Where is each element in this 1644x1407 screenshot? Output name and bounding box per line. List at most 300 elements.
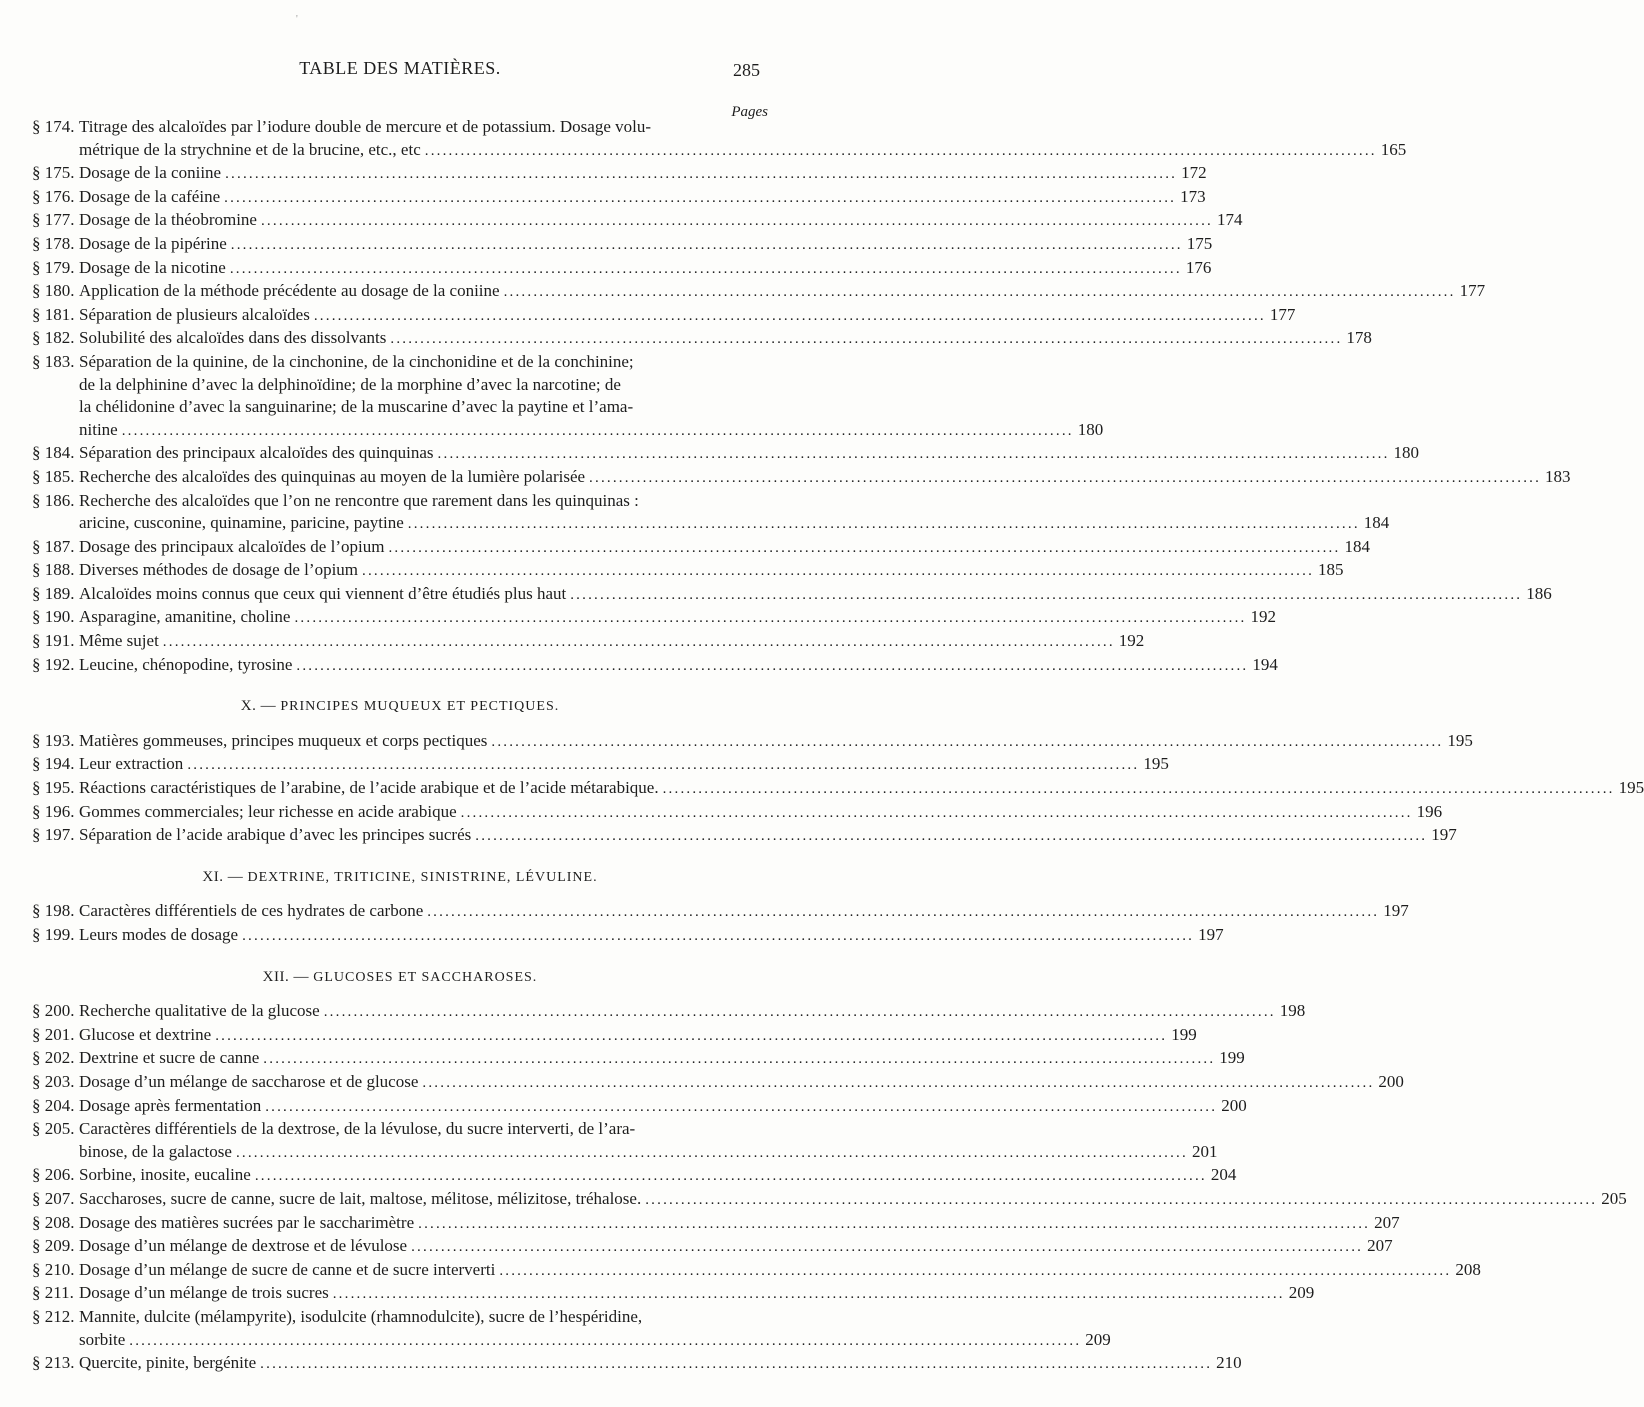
entry-body [79,257,1212,281]
toc-entry [32,1000,1306,1024]
entry-body [79,1259,1481,1283]
page-reference: 201 [1191,1141,1218,1161]
entry-body [79,1212,1400,1236]
section-number: § 197. [32,825,75,845]
dot-leader: ................................................................................................................................................................ [437,446,1390,463]
entry-body [79,162,1207,186]
dot-leader: ................................................................................................................................................................ [263,1051,1216,1068]
entry-body [79,116,1407,162]
dot-leader: ................................................................................................................................................................ [491,733,1444,750]
page-reference: 192 [1250,607,1276,627]
section-number: § 192. [32,654,75,674]
entry-text: Dosage de la pipérine [79,233,227,253]
entry-body [79,442,1420,466]
page-reference: 195 [1618,778,1644,798]
entry-last-line [79,186,1206,210]
section-number: X. [240,698,257,715]
table-of-contents [32,116,1644,1376]
entry-last-line [79,209,1243,233]
entry-text: Réactions caractéristiques de l’arabine, de l’acide arabique et de l’acide métarabique. [79,778,659,798]
entry-text: aricine, cusconine, quinamine, paricine, paytine [79,513,404,533]
entry-body [79,351,1104,442]
toc-entry [32,1164,1237,1188]
section-number: § 179. [32,257,75,277]
dot-leader: ................................................................................................................................................................ [235,1144,1188,1161]
entry-last-line [79,280,1486,304]
page-title: TABLE DES MATIÈRES. [299,58,501,78]
entry-text: Recherche qualitative de la glucose [79,1001,320,1021]
entry-body [79,824,1457,848]
entry-last-line [79,536,1370,560]
entry-text: Séparation de l’acide arabique d’avec les principes sucrés [79,825,472,845]
entry-last-line [79,801,1443,825]
page-reference: 165 [1380,139,1407,159]
dot-leader: ................................................................................................................................................................ [187,757,1140,774]
section-number: § 202. [32,1048,75,1068]
entry-text: Gommes commerciales; leur richesse en acide arabique [79,801,457,821]
section-number: § 182. [32,328,75,348]
entry-text: Même sujet [79,631,159,651]
entry-text: binose, de la galactose [79,1141,232,1161]
toc-entry [32,824,1457,848]
page-number: 285 [733,60,760,80]
page-reference: 178 [1346,328,1372,348]
page-reference: 208 [1455,1259,1481,1279]
entry-body [79,900,1409,924]
entry-last-line [79,654,1278,678]
entry-last-line [79,1024,1197,1048]
entry-last-line [79,777,1644,801]
section-number: § 212. [32,1306,75,1326]
toc-entry [32,730,1473,754]
toc-entry [32,900,1409,924]
toc-entry [32,466,1571,490]
entry-last-line [79,1141,1218,1165]
toc-entry [32,490,1390,536]
section-number: § 178. [32,233,75,253]
page-mark: ' [296,14,298,25]
dot-leader: ................................................................................................................................................................ [296,657,1249,674]
toc-entry [32,777,1644,801]
section-heading: XI. — DEXTRINE, TRITICINE, SINISTRINE, LÉVULINE. [202,868,598,885]
toc-entry [32,1282,1315,1306]
toc-entry [32,1095,1247,1119]
page-reference: 198 [1279,1001,1306,1021]
dot-leader: ................................................................................................................................................................ [230,236,1183,253]
entry-body [79,630,1145,654]
pages-column-label: Pages [731,104,768,120]
toc-entry [32,257,1212,281]
dot-leader: ................................................................................................................................................................ [260,213,1213,230]
entry-last-line [79,824,1457,848]
page-reference: 199 [1219,1048,1245,1068]
entry-text-line: Séparation de la quinine, de la cinchonine, de la cinchonidine et de la conchinine; [79,351,634,371]
entry-body [79,1000,1306,1024]
entry-body [79,801,1443,825]
section-number: § 187. [32,536,75,556]
entry-body [79,924,1224,948]
dot-leader: ................................................................................................................................................................ [323,1004,1276,1021]
entry-text: Alcaloïdes moins connus que ceux qui viennent d’être étudiés plus haut [79,583,567,603]
toc-entry [32,280,1486,304]
dot-leader: ................................................................................................................................................................ [645,1191,1598,1208]
dot-leader: ................................................................................................................................................................ [229,260,1182,277]
toc-entry [32,1212,1400,1236]
section-number: § 207. [32,1188,75,1208]
entry-last-line [79,1352,1242,1376]
section-number: § 194. [32,754,75,774]
dot-leader: ................................................................................................................................................................ [460,804,1413,821]
section-number: § 201. [32,1024,75,1044]
section-number: XII. [262,968,290,985]
section-number: § 209. [32,1236,75,1256]
entry-text-line: de la delphinine d’avec la delphinoïdine; de la morphine d’avec la narcotine; de [79,374,621,394]
entry-last-line [79,162,1207,186]
section-title: PRINCIPES MUQUEUX ET PECTIQUES. [280,699,560,715]
page-reference: 195 [1143,754,1169,774]
page-reference: 180 [1393,443,1420,463]
section-heading: XII. — GLUCOSES ET SACCHAROSES. [262,968,538,985]
entry-last-line [79,1188,1627,1212]
entry-body [79,490,1390,536]
section-number: § 183. [32,351,75,371]
entry-last-line [79,1212,1400,1236]
section-title: GLUCOSES ET SACCHAROSES. [313,969,538,985]
running-header [40,58,760,82]
toc-entry [32,1118,1218,1164]
toc-entry [32,801,1443,825]
entry-text: sorbite [79,1329,126,1349]
dot-leader: ................................................................................................................................................................ [411,1239,1364,1256]
entry-body [79,606,1276,630]
page-reference: 196 [1416,801,1443,821]
entry-body [79,1071,1404,1095]
dot-leader: ................................................................................................................................................................ [260,1356,1213,1373]
toc-entry [32,1071,1404,1095]
page-reference: 210 [1216,1353,1242,1373]
toc-entry [32,583,1552,607]
entry-last-line [79,1235,1393,1259]
entry-text: Application de la méthode précédente au dosage de la coniine [79,281,500,301]
page-reference: 183 [1545,466,1571,486]
toc-entry [32,1024,1197,1048]
entry-body [79,209,1243,233]
section-number: § 204. [32,1095,75,1115]
entry-body [79,1024,1197,1048]
page-reference: 180 [1077,419,1104,439]
section-number: § 175. [32,163,75,183]
entry-text: Saccharoses, sucre de canne, sucre de lait, maltose, mélitose, mélizitose, tréhalose. [79,1188,642,1208]
toc-entry [32,630,1145,654]
toc-entry [32,1235,1393,1259]
entry-body [79,1164,1237,1188]
entry-last-line [79,233,1213,257]
entry-body [79,1235,1393,1259]
page-reference: 209 [1288,1283,1315,1303]
page-reference: 199 [1171,1024,1197,1044]
section-number: § 195. [32,778,75,798]
page-reference: 197 [1198,925,1224,944]
section-number: § 199. [32,925,75,944]
toc-entry [32,351,1104,442]
page-reference: 175 [1186,233,1213,253]
entry-text: nitine [79,419,118,439]
entry-body [79,1282,1315,1306]
entry-last-line [79,730,1473,754]
entry-body [79,654,1278,678]
entry-body [79,559,1344,583]
dot-leader: ................................................................................................................................................................ [589,469,1542,486]
entry-body [79,1352,1242,1376]
section-heading: X. — PRINCIPES MUQUEUX ET PECTIQUES. [240,698,560,715]
entry-text: Leucine, chénopodine, tyrosine [79,654,293,674]
toc-entry [32,186,1206,210]
entry-text: Sorbine, inosite, eucaline [79,1165,251,1185]
section-number: § 193. [32,730,75,750]
dot-leader: ................................................................................................................................................................ [215,1027,1168,1044]
toc-entry [32,162,1207,186]
entry-text: Glucose et dextrine [79,1024,212,1044]
dot-leader: ................................................................................................................................................................ [162,634,1115,651]
dot-leader: ................................................................................................................................................................ [388,539,1341,556]
entry-last-line [79,606,1276,630]
page-reference: 173 [1180,186,1206,206]
page-reference: 204 [1210,1165,1237,1185]
entry-text-line: Recherche des alcaloïdes que l’on ne rencontre que rarement dans les quinquinas : [79,490,639,510]
section-number: § 181. [32,304,75,324]
page-reference: 186 [1526,583,1552,603]
section-number: § 198. [32,901,75,921]
entry-body [79,753,1169,777]
dot-leader: ................................................................................................................................................................ [225,166,1178,183]
toc-entry [32,1352,1242,1376]
page-reference: 172 [1181,163,1207,183]
toc-entry [32,1047,1245,1071]
entry-last-line [79,1259,1481,1283]
entry-last-line [79,466,1571,490]
entry-last-line [79,139,1407,163]
toc-entry [32,209,1243,233]
page-reference: 184 [1344,536,1370,556]
entry-body [79,1306,1111,1352]
toc-entry [32,442,1420,466]
entry-last-line [79,419,1104,443]
page-reference: 197 [1431,825,1457,845]
page-reference: 209 [1085,1329,1111,1349]
page-reference: 207 [1367,1236,1393,1256]
entry-last-line [79,559,1344,583]
dot-leader: ................................................................................................................................................................ [129,1332,1082,1349]
section-number: § 186. [32,490,75,510]
section-number: § 205. [32,1119,75,1139]
dot-leader: ................................................................................................................................................................ [475,828,1428,845]
section-number: § 184. [32,443,75,463]
dot-leader: ................................................................................................................................................................ [503,284,1456,301]
entry-body [79,583,1552,607]
dot-leader: ................................................................................................................................................................ [224,189,1177,206]
entry-body [79,1095,1247,1119]
entry-body [79,536,1370,560]
entry-body [79,466,1571,490]
section-number: § 210. [32,1259,75,1279]
page-reference: 200 [1378,1071,1404,1091]
entry-text: Matières gommeuses, principes muqueux et corps pectiques [79,730,488,750]
entry-body [79,1188,1627,1212]
entry-last-line [79,512,1390,536]
entry-last-line [79,304,1296,328]
toc-entry [32,116,1407,162]
dot-leader: ................................................................................................................................................................ [570,586,1523,603]
entry-last-line [79,924,1224,948]
entry-last-line [79,442,1420,466]
page-reference: 200 [1221,1095,1247,1115]
toc-entry [32,654,1278,678]
toc-entry [32,327,1372,351]
entry-text: Dosage après fermentation [79,1095,262,1115]
entry-text-line: Titrage des alcaloïdes par l’iodure double de mercure et de potassium. Dosage volu- [79,117,652,136]
section-number: § 203. [32,1071,75,1091]
dot-leader: ................................................................................................................................................................ [422,1074,1375,1091]
toc-entry [32,753,1169,777]
dot-leader: ................................................................................................................................................................ [407,516,1360,533]
page-reference: 194 [1252,654,1278,674]
entry-text: Séparation de plusieurs alcaloïdes [79,304,310,324]
section-number: § 191. [32,631,75,651]
entry-text-line: Caractères différentiels de la dextrose, de la lévulose, du sucre interverti, de l’ara- [79,1119,636,1139]
entry-text: Dosage de la coniine [79,163,222,183]
dot-leader: ................................................................................................................................................................ [121,422,1074,439]
entry-body [79,1118,1218,1164]
entry-text: Dosage de la théobromine [79,210,257,230]
section-number: § 180. [32,281,75,301]
dot-leader: ................................................................................................................................................................ [313,307,1266,324]
entry-last-line [79,257,1212,281]
entry-body [79,280,1486,304]
section-number: § 176. [32,186,75,206]
section-number: § 213. [32,1353,75,1373]
entry-text: Dosage d’un mélange de saccharose et de glucose [79,1071,419,1091]
entry-text: Dosage de la caféine [79,186,221,206]
entry-last-line [79,583,1552,607]
page-reference: 177 [1269,304,1296,324]
dot-leader: ................................................................................................................................................................ [427,904,1380,921]
entry-last-line [79,1047,1245,1071]
section-number: § 196. [32,801,75,821]
entry-text-line: la chélidonine d’avec la sanguinarine; de la muscarine d’avec la paytine et l’ama- [79,397,634,417]
entry-last-line [79,1095,1247,1119]
section-number: § 177. [32,210,75,230]
dot-leader: ................................................................................................................................................................ [424,142,1377,159]
section-number: § 208. [32,1212,75,1232]
entry-text: Diverses méthodes de dosage de l’opium [79,560,359,580]
entry-last-line [79,327,1372,351]
dot-leader: ................................................................................................................................................................ [662,781,1615,798]
page-reference: 207 [1374,1212,1400,1232]
toc-entry [32,304,1296,328]
dot-leader: ................................................................................................................................................................ [418,1215,1371,1232]
entry-text: Dosage d’un mélange de dextrose et de lévulose [79,1236,408,1256]
toc-entry [32,559,1344,583]
entry-body [79,730,1473,754]
toc-entry [32,1306,1111,1352]
dot-leader: ................................................................................................................................................................ [254,1168,1207,1185]
entry-text: Solubilité des alcaloïdes dans des dissolvants [79,328,387,348]
section-number: § 200. [32,1001,75,1021]
entry-text: métrique de la strychnine et de la brucine, etc., etc [79,139,421,159]
dot-leader: ................................................................................................................................................................ [332,1286,1285,1303]
page-reference: 174 [1216,210,1243,230]
toc-entry [32,1188,1627,1212]
section-number: § 211. [32,1283,74,1303]
entry-body [79,1047,1245,1071]
section-title: DEXTRINE, TRITICINE, SINISTRINE, LÉVULINE. [247,869,598,885]
page-reference: 205 [1601,1188,1627,1208]
dot-leader: ................................................................................................................................................................ [242,928,1195,944]
entry-body [79,233,1213,257]
entry-text: Séparation des principaux alcaloïdes des quinquinas [79,443,434,463]
entry-text: Recherche des alcaloïdes des quinquinas au moyen de la lumière polarisée [79,466,586,486]
entry-last-line [79,753,1169,777]
section-number: XI. [202,868,224,885]
entry-body [79,327,1372,351]
toc-entry [32,233,1213,257]
dot-leader: ................................................................................................................................................................ [265,1098,1218,1115]
entry-last-line [79,630,1145,654]
section-number: § 206. [32,1165,75,1185]
dot-leader: ................................................................................................................................................................ [499,1262,1452,1279]
entry-body [79,777,1644,801]
entry-last-line [79,1164,1237,1188]
entry-text: Dosage des matières sucrées par le saccharimètre [79,1212,415,1232]
entry-text: Dosage d’un mélange de sucre de canne et de sucre interverti [79,1259,496,1279]
page-reference: 192 [1118,631,1145,651]
toc-entry [32,606,1276,630]
entry-text-line: Mannite, dulcite (mélampyrite), isodulcite (rhamnodulcite), sucre de l’hespéridine, [79,1306,643,1326]
toc-entry [32,924,1224,948]
dot-leader: ................................................................................................................................................................ [390,331,1343,348]
entry-last-line [79,1071,1404,1095]
entry-body [79,304,1296,328]
entry-body [79,186,1206,210]
toc-entry [32,536,1370,560]
entry-text: Dextrine et sucre de canne [79,1048,260,1068]
section-number: § 189. [32,583,75,603]
entry-text: Dosage de la nicotine [79,257,226,277]
entry-text: Quercite, pinite, bergénite [79,1353,257,1373]
page-reference: 184 [1363,513,1390,533]
entry-last-line [79,1282,1315,1306]
entry-text: Dosage des principaux alcaloïdes de l’opium [79,536,385,556]
entry-text: Asparagine, amanitine, choline [79,607,291,627]
section-number: § 185. [32,466,75,486]
section-number: § 188. [32,560,75,580]
entry-text: Leur extraction [79,754,184,774]
section-number: § 190. [32,607,75,627]
entry-last-line [79,1000,1306,1024]
page-reference: 197 [1383,901,1409,921]
section-number: § 174. [32,117,75,136]
dot-leader: ................................................................................................................................................................ [362,563,1315,580]
toc-entry [32,1259,1481,1283]
entry-last-line [79,1329,1111,1353]
page-reference: 176 [1185,257,1212,277]
page-reference: 185 [1318,560,1344,580]
page-reference: 177 [1459,281,1486,301]
dot-leader: ................................................................................................................................................................ [294,610,1247,627]
entry-text: Dosage d’un mélange de trois sucres [79,1283,329,1303]
page-reference: 195 [1447,730,1473,750]
entry-text: Caractères différentiels de ces hydrates de carbone [79,901,424,921]
